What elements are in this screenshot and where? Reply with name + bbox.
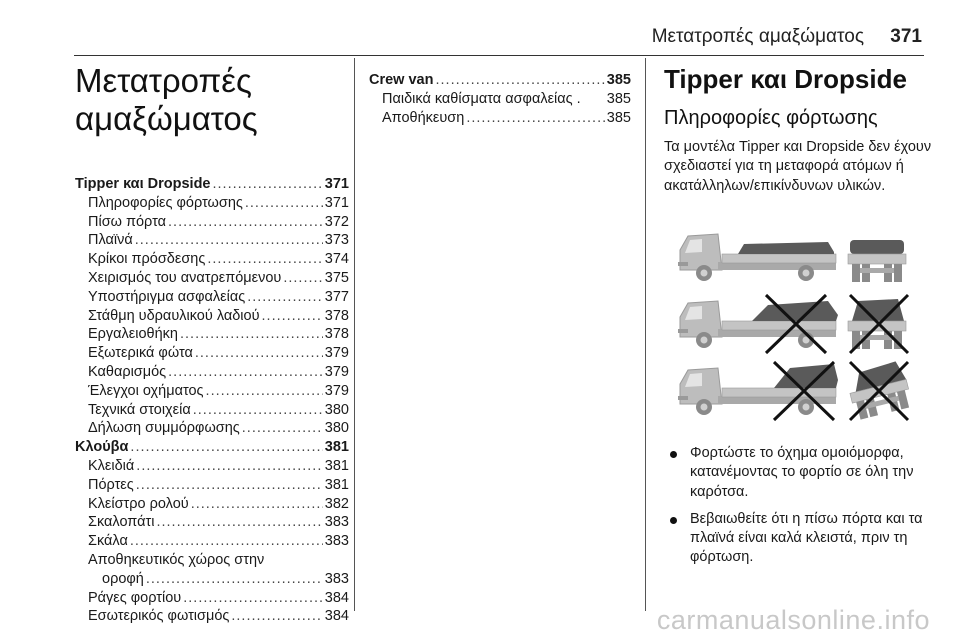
toc-entry-exterior-lights[interactable]: Εξωτερικά φώτα ..... 379 [75, 344, 349, 363]
chapter-title: Μετατροπές αμαξώματος [75, 62, 258, 137]
toc-entry-loading-info[interactable]: Πληροφορίες φόρτωσης ..... 371 [75, 194, 349, 213]
toc-entry-box-van[interactable]: Κλούβα ..... 381 [75, 438, 349, 457]
toc-column-1 [75, 175, 349, 626]
toc-column-2 [369, 71, 631, 127]
toc-entry-roof-storage-cont[interactable]: οροφή ..... 383 [75, 570, 349, 589]
watermark: carmanualsonline.info [656, 605, 930, 635]
section-title: Tipper και Dropside [664, 64, 907, 94]
header-rule [74, 55, 924, 56]
toc-entry-ladder[interactable]: Σκάλα ..... 383 [75, 532, 349, 551]
toc-entry-load-rails[interactable]: Ράγες φορτίου ..... 384 [75, 589, 349, 608]
toc-entry-step[interactable]: Σκαλοπάτι ..... 383 [75, 513, 349, 532]
toc-entry-technical-data[interactable]: Τεχνικά στοιχεία ..... 380 [75, 401, 349, 420]
toc-entry-keys[interactable]: Κλειδιά ..... 381 [75, 457, 349, 476]
toc-entry-tailgate[interactable]: Πίσω πόρτα ..... 372 [75, 213, 349, 232]
page-number: 371 [890, 26, 922, 47]
toc-entry-doors[interactable]: Πόρτες ..... 381 [75, 476, 349, 495]
toc-entry-lashing-eyes[interactable]: Κρίκοι πρόσδεσης ..... 374 [75, 250, 349, 269]
column-divider-2 [645, 58, 646, 611]
toc-entry-vehicle-checks[interactable]: Έλεγχοι οχήματος ..... 379 [75, 382, 349, 401]
toc-entry-tipper-operation[interactable]: Χειρισμός του ανατρεπόμενου ..... 375 [75, 269, 349, 288]
toc-entry-storage[interactable]: Αποθήκευση ..... 385 [369, 109, 631, 128]
toc-entry-toolbox[interactable]: Εργαλειοθήκη ..... 378 [75, 325, 349, 344]
toc-entry-roof-storage[interactable]: Αποθηκευτικός χώρος στην [88, 551, 265, 568]
column-divider-1 [354, 58, 355, 611]
toc-entry-hydraulic-oil[interactable]: Στάθμη υδραυλικού λαδιού ..... 378 [75, 307, 349, 326]
toc-entry-crew-van[interactable]: Crew van ..... 385 [369, 71, 631, 90]
bullet-dot-icon [670, 451, 677, 458]
subsection-title: Πληροφορίες φόρτωσης [664, 107, 878, 129]
toc-entry-declaration[interactable]: Δήλωση συμμόρφωσης ..... 380 [75, 419, 349, 438]
toc-entry-side-panels[interactable]: Πλαϊνά ..... 373 [75, 231, 349, 250]
running-title: Μετατροπές αμαξώματος [651, 26, 864, 47]
bullet-item: Φορτώστε το όχημα ομοιόμορφα, κατανέμοντας το φορτίο σε όλη την καρότσα. [668, 444, 933, 502]
loading-diagram-icon [678, 220, 923, 425]
bullet-item: Βεβαιωθείτε ότι η πίσω πόρτα και τα πλαϊνά είναι καλά κλειστά, πριν τη φόρτωση. [668, 510, 933, 568]
toc-entry-interior-lighting[interactable]: Εσωτερικός φωτισμός ..... 384 [75, 607, 349, 626]
toc-entry-cleaning[interactable]: Καθαρισμός ..... 379 [75, 363, 349, 382]
page-header [0, 22, 960, 52]
toc-entry-safety-prop[interactable]: Υποστήριγμα ασφαλείας ..... 377 [75, 288, 349, 307]
bullet-list [668, 444, 933, 576]
toc-entry-child-seats[interactable]: Παιδικά καθίσματα ασφαλείας . 385 [382, 90, 631, 107]
toc-entry-tipper-dropside[interactable]: Tipper και Dropside ..... 371 [75, 175, 349, 194]
intro-paragraph: Τα μοντέλα Tipper και Dropside δεν έχουν σχεδιαστεί για τη μεταφορά ατόμων ή ακατάλληλων/επικίνδυνων υλικών. [664, 139, 932, 194]
toc-entry-roller-shutter[interactable]: Κλείστρο ρολού ..... 382 [75, 495, 349, 514]
bullet-dot-icon [670, 517, 677, 524]
